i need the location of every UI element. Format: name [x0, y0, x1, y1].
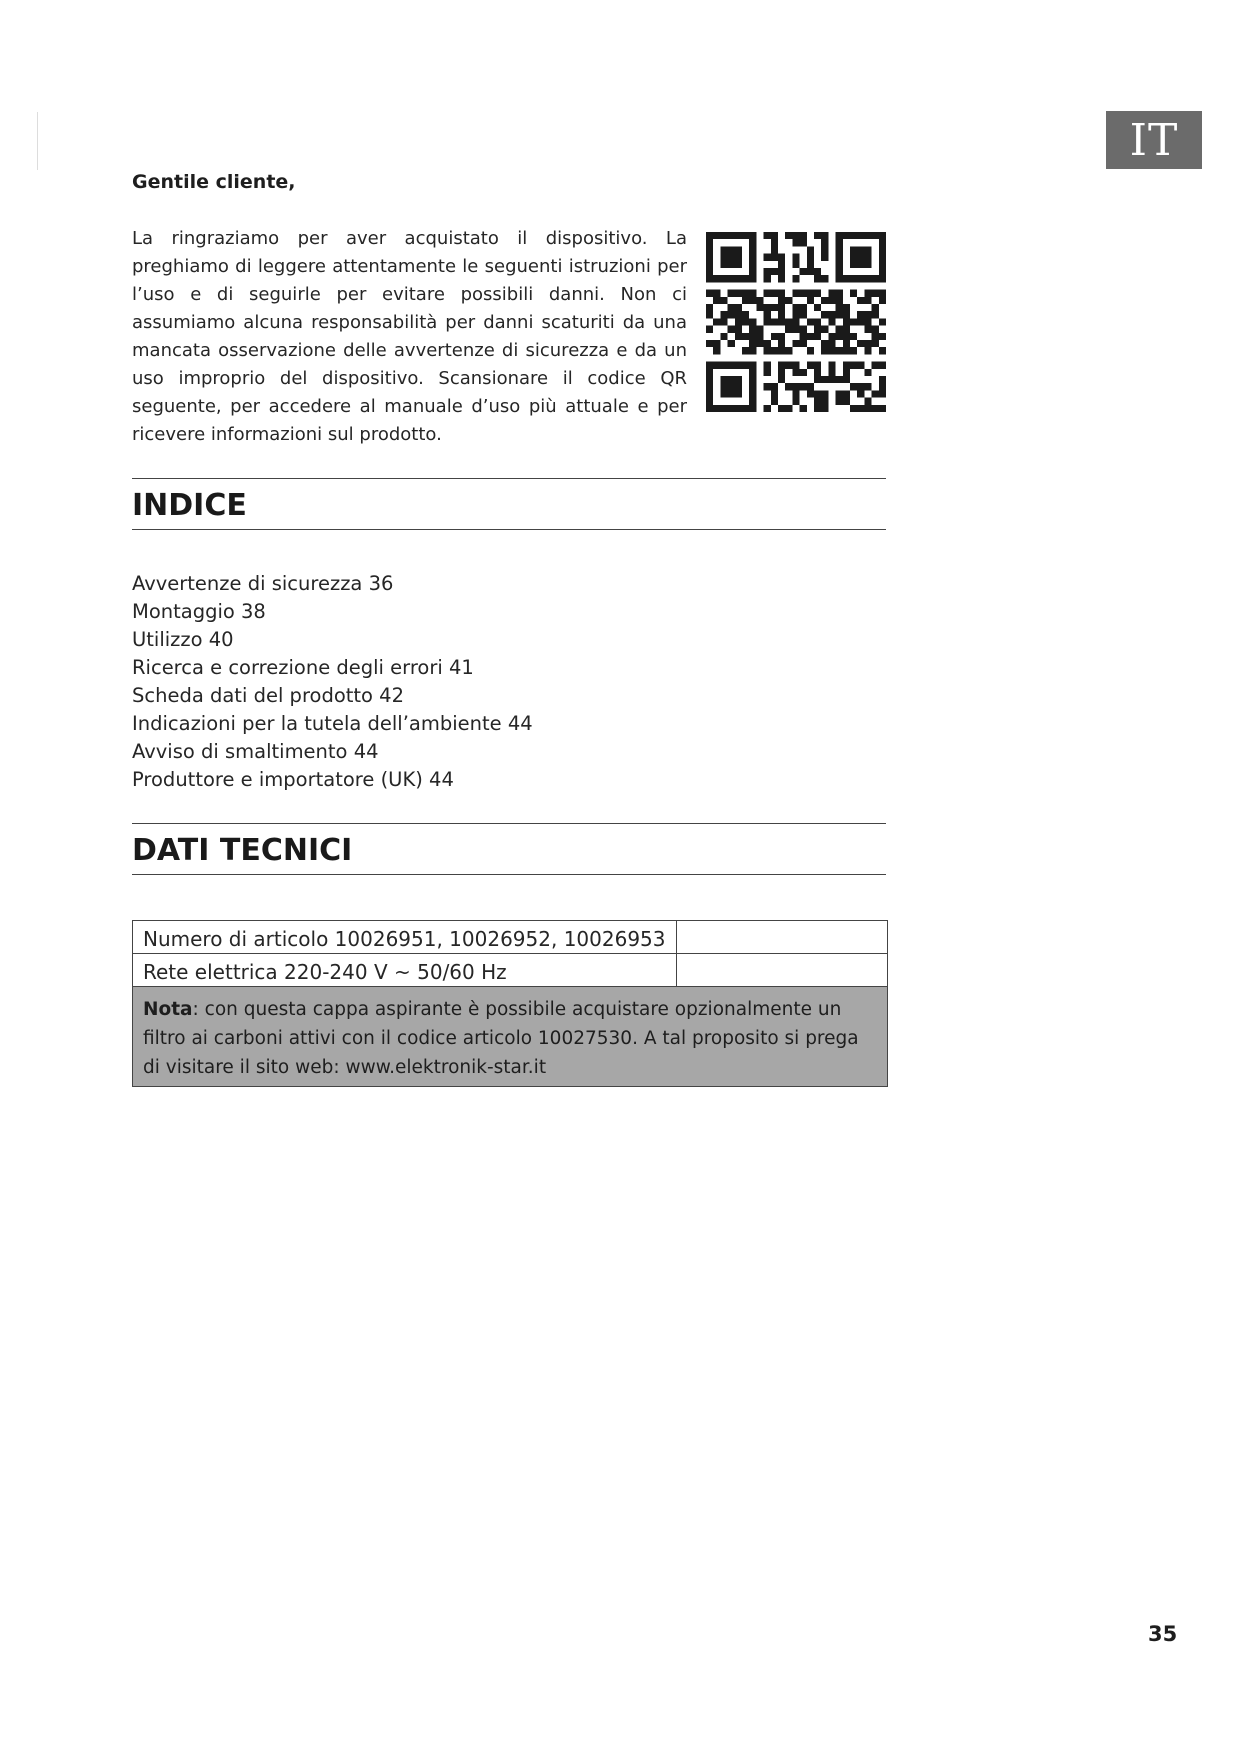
- table-row: [133, 921, 888, 954]
- margin-line: [37, 112, 38, 170]
- table-row: [133, 954, 888, 987]
- toc-item: Indicazioni per la tutela dell’ambiente 44: [132, 712, 533, 735]
- spec-article-number: Numero di articolo 10026951, 10026952, 10026953: [133, 921, 677, 954]
- note-text: : con questa cappa aspirante è possibile acquistare opzionalmente un filtro ai carboni attivi con il codice articolo 10027530. A tal proposito si prega di visitare il sito web: www.elektronik-star.it: [143, 999, 859, 1078]
- table-of-contents: [132, 570, 533, 794]
- note-label: Nota: [143, 999, 193, 1020]
- toc-item: Ricerca e correzione degli errori 41: [132, 656, 474, 679]
- toc-item: Produttore e importatore (UK) 44: [132, 768, 454, 791]
- qr-code-icon: [706, 232, 886, 412]
- tech-data-heading: DATI TECNICI: [132, 823, 886, 875]
- toc-heading: INDICE: [132, 478, 886, 530]
- spec-power-supply: Rete elettrica 220-240 V ~ 50/60 Hz: [133, 954, 677, 987]
- note-cell: [133, 987, 888, 1087]
- spec-empty-cell: [676, 954, 888, 987]
- page-number: 35: [1148, 1622, 1178, 1646]
- toc-item: Avvertenze di sicurezza 36: [132, 572, 394, 595]
- language-tab: IT: [1106, 111, 1202, 169]
- greeting: Gentile cliente,: [132, 171, 296, 193]
- spec-empty-cell: [676, 921, 888, 954]
- toc-item: Utilizzo 40: [132, 628, 234, 651]
- intro-paragraph: La ringraziamo per aver acquistato il dispositivo. La preghiamo di leggere attentamente le seguenti istruzioni per l’uso e di seguirle per evitare possibili danni. Non ci assumiamo alcuna responsabilità per danni scaturiti da una mancata osservazione delle avvertenze di sicurezza e da un uso improprio del dispositivo. Scansionare il codice QR seguente, per accedere al manuale d’uso più attuale e per ricevere informazioni sul prodotto.: [132, 228, 687, 445]
- toc-item: Montaggio 38: [132, 600, 266, 623]
- toc-item: Avviso di smaltimento 44: [132, 740, 379, 763]
- toc-item: Scheda dati del prodotto 42: [132, 684, 405, 707]
- spec-table: [132, 920, 888, 1087]
- note-row: [133, 987, 888, 1087]
